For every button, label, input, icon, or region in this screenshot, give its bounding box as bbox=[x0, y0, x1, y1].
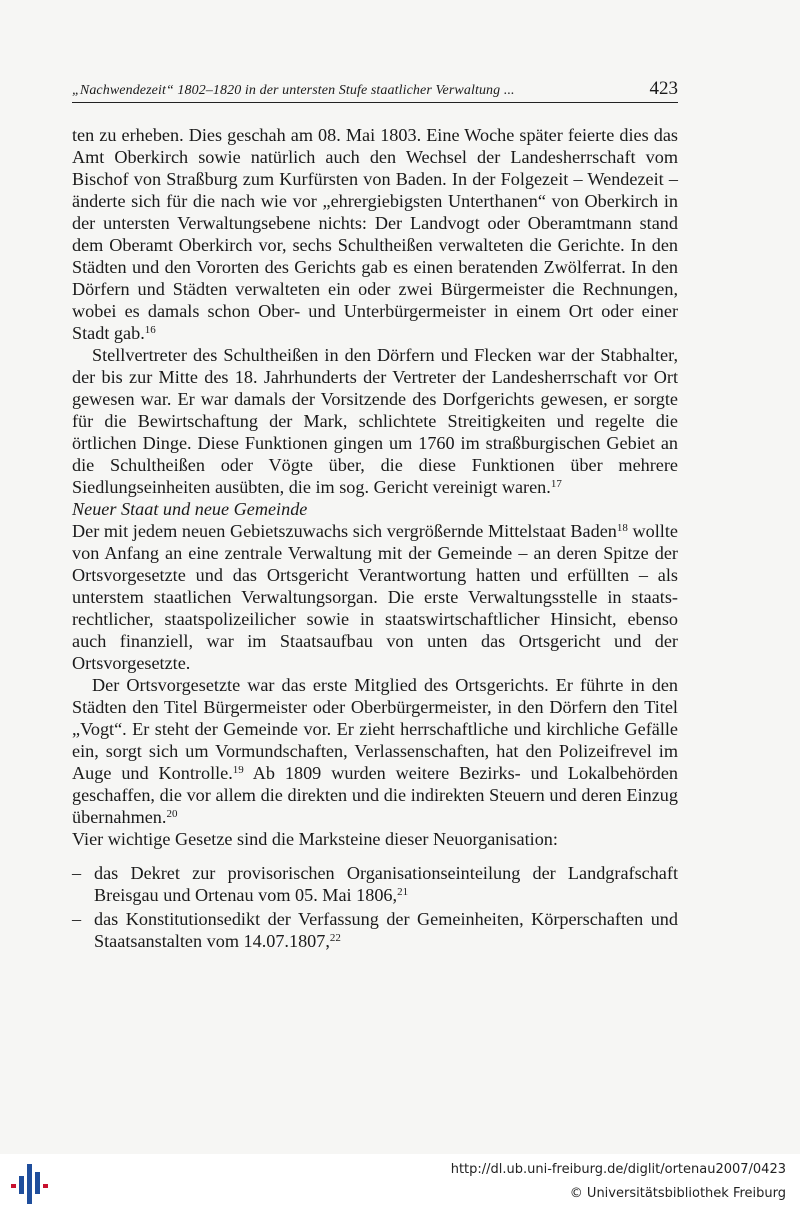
footnote-ref: 17 bbox=[550, 478, 562, 490]
list-item: – das Konstitutionsedikt der Verfassung der Gemeinheiten, Körperschaften und Staatsanstalten vom 14.07.1807,22 bbox=[72, 909, 678, 951]
list-item: – das Dekret zur provisorischen Organisationseinteilung der Landgrafschaft Breisgau und Ortenau vom 05. Mai 1806,21 bbox=[72, 863, 678, 905]
running-title: „Nachwendezeit“ 1802–1820 in der untersten Stufe staatlicher Verwaltung ... bbox=[72, 83, 515, 98]
paragraph-5: Vier wichtige Gesetze sind die Marksteine dieser Neuorganisation: bbox=[72, 829, 558, 849]
running-head bbox=[72, 78, 678, 103]
footnote-ref: 19 bbox=[232, 764, 244, 776]
permalink-url[interactable]: http://dl.ub.uni-freiburg.de/diglit/ortenau2007/0423 bbox=[450, 1162, 786, 1177]
footnote-ref: 21 bbox=[397, 886, 409, 898]
footnote-ref: 20 bbox=[166, 808, 178, 820]
dash-bullet: – bbox=[72, 863, 82, 883]
paragraph-3: Der mit jedem neuen Gebietszuwachs sich vergrößernde Mittelstaat Baden$^{18}$ wollte von Anfang an eine zentrale Verwaltung mit der Gemeinde – an deren Spitze der Ortsvorgesetzte und das Ortsgericht Verantwortung hatten und erfüllten – als unterstem staatlichen Verwaltungsorgan. Die erste Verwaltungsstelle in staats-rechtlicher, staatspolizeilicher sowie in staatswirtschaftlicher Hinsicht, ebenso auch finanziell, war im Staatsaufbau von unten das Ortsgericht und der Ortsvorgesetzte. bbox=[72, 521, 678, 673]
page-number: 423 bbox=[649, 78, 678, 99]
footnote-ref: 18 bbox=[616, 522, 628, 534]
copyright-notice: © Universitätsbibliothek Freiburg bbox=[569, 1186, 786, 1201]
paragraph-4: Der Ortsvorgesetzte war das erste Mitglied des Ortsgerichts. Er führte in den Städten den Titel Bürgermeister oder Oberbürgermeister, in den Dörfern den Titel „Vogt“. Er steht der Gemeinde vor. Er zieht herrschaftliche und kirchliche Gefälle ein, sorgt sich um Vormundschaften, Verlassenschaften, hat den Polizeifrevel im Auge und Kontrolle.$^{19}$ Ab 1809 wurden weitere Bezirks- und Lokalbehörden geschaffen, die vor allem die direkten und die indirekten Steuern und deren Einzug übernahmen.$^{20}$ bbox=[72, 675, 678, 827]
viewer-footer bbox=[0, 1154, 800, 1212]
ub-freiburg-logo-icon bbox=[10, 1162, 50, 1206]
footnote-ref: 16 bbox=[144, 324, 156, 336]
body-text bbox=[72, 124, 678, 954]
section-heading: Neuer Staat und neue Gemeinde bbox=[72, 499, 308, 519]
law-list bbox=[72, 862, 678, 952]
dash-bullet: – bbox=[72, 909, 82, 929]
footnote-ref: 22 bbox=[329, 932, 341, 944]
paragraph-2: Stellvertreter des Schultheißen in den Dörfern und Flecken war der Stabhalter, der bis zur Mitte des 18. Jahrhunderts der Vertreter der Landesherrschaft vor Ort gewesen war. Er war damals der Vorsitzende des Dorfgerichts gewesen, er sorgte für die Bewirtschaftung der Mark, schlichtete Streitigkeiten und regelte die örtlichen Dinge. Diese Funktionen gingen um 1760 im straßburgischen Gebiet an die Schultheißen oder Vögte über, die diese Funktionen über mehrere Siedlungseinheiten ausübten, die im sog. Gericht vereinigt waren.$^{17}$ bbox=[72, 345, 678, 497]
paragraph-1: ten zu erheben. Dies geschah am 08. Mai 1803. Eine Woche später feierte dies das Amt Oberkirch sowie natürlich auch den Wechsel der Landesherrschaft vom Bischof von Straßburg zum Kurfürsten von Baden. In der Folgezeit – Wendezeit – änderte sich für die nach wie vor „ehrergiebigsten Unterthanen“ von Oberkirch in der untersten Verwaltungsebene nichts: Der Landvogt oder Oberamtmann stand dem Oberamt Oberkirch vor, sechs Schultheißen verwalteten die Gerichte. In den Städten und den Vororten des Gerichts gab es einen beratenden Zwölferrat. In den Dörfern und Städten verwalteten ein oder zwei Bürgermeister die Rechnungen, wobei es damals schon Ober- und Unterbürgermeister in einem Ort oder einer Stadt gab.$^{16}$ bbox=[72, 125, 678, 343]
